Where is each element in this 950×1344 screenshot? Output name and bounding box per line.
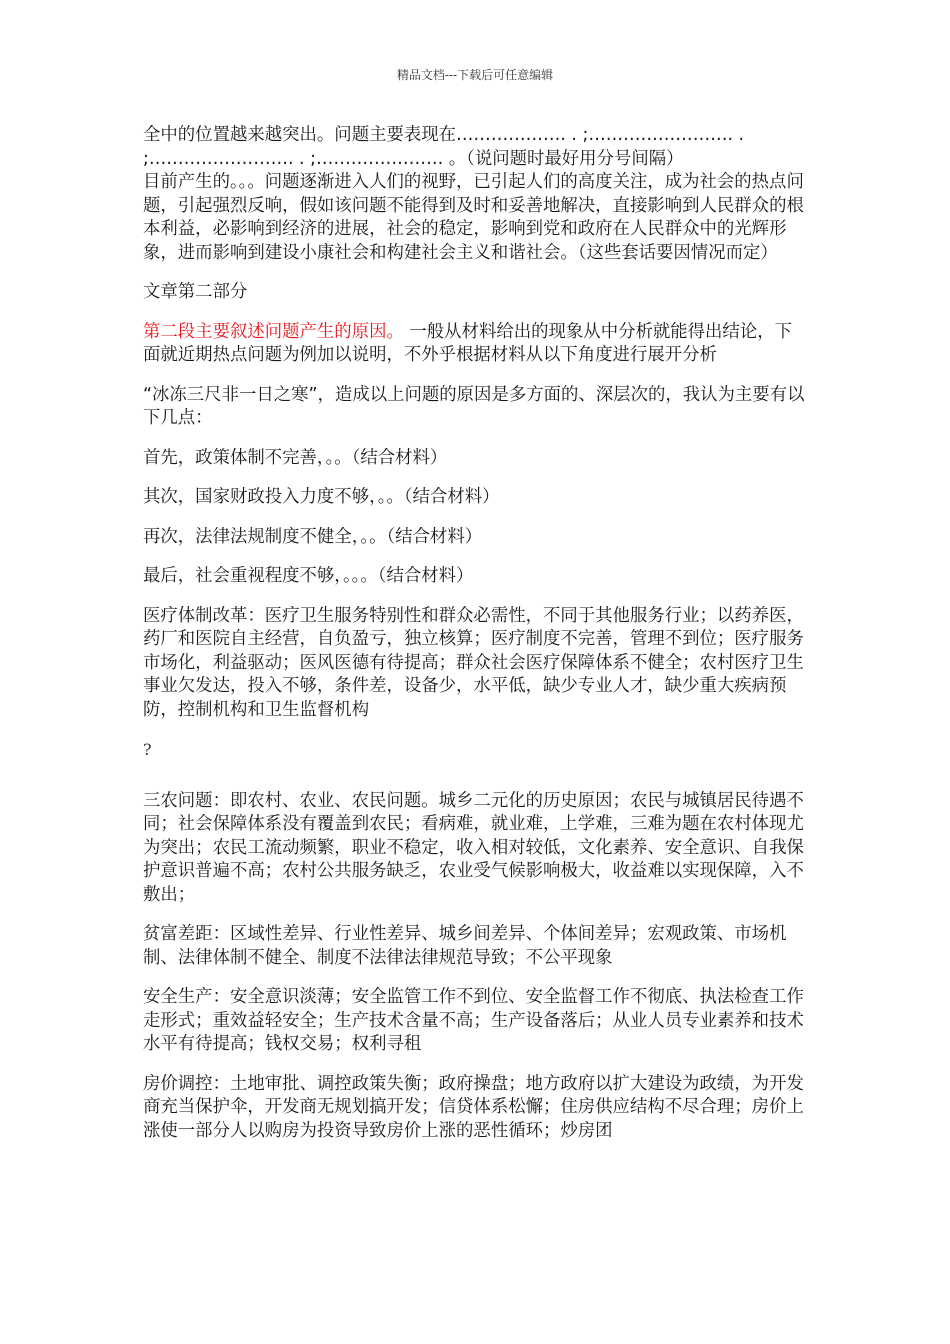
paragraph-impact: 目前产生的。。。问题逐渐进入人们的视野，已引起人们的高度关注，成为社会的热点问题，引起强烈反响，假如该问题不能得到及时和妥善地解决，直接影响到人民群众的根本利益，必影响到经济的进展，社会的稳定，影响到党和政府在人民群众中的光辉形象，进而影响到建设小康社会和构建社会主义和谐社会。（这些套话要因情况而定） (143, 172, 804, 263)
paragraph-safety: 安全生产：安全意识淡薄；安全监管工作不到位、安全监督工作不彻底、执法检查工作走形式；重效益轻安全；生产技术含量不高；生产设备落后；从业人员专业素养和技术水平有待提高；钱权交易；权利寻租 (143, 987, 804, 1054)
paragraph-first: 首先，政策体制不完善，。。（结合材料） (143, 447, 448, 468)
paragraph-three-rural: 三农问题：即农村、农业、农民问题。城乡二元化的历史原因；农民与城镇居民待遇不同；社会保障体系没有覆盖到农民；看病难，就业难，上学难，三难为题在农村体现尤为突出；农民工流动频繁，职业不稳定，收入相对较低，文化素养、安全意识、自我保护意识普遍不高；农村公共服务缺乏，农业受气候影响极大，收益难以实现保障，入不敷出； (143, 790, 804, 905)
page-header: 精品文档---下载后可任意编辑 (396, 68, 554, 82)
paragraph-housing: 房价调控：土地审批、调控政策失衡；政府操盘；地方政府以扩大建设为政绩，为开发商充当保护伞，开发商无规划搞开发；信贷体系松懈；住房供应结构不尽合理；房价上涨使一部分人以购房为投资导致房价上涨的恶性循环；炒房团 (143, 1073, 804, 1141)
paragraph-problems: 全中的位置越来越突出。问题主要表现在………………. . ;……………………. . ;……………………. . ;…………………. 。（说问题时最好用分号间隔） (143, 125, 745, 169)
paragraph-medical-reform: 医疗体制改革：医疗卫生服务特别性和群众必需性，不同于其他服务行业；以药养医，药厂和医院自主经营，自负盈亏，独立核算；医疗制度不完善，管理不到位；医疗服务市场化，利益驱动；医风医德有待提高；群众社会医疗保障体系不健全；农村医疗卫生事业欠发达，投入不够，条件差，设备少，水平低，缺少专业人才，缺少重大疾病预防，控制机构和卫生监督机构 (143, 605, 804, 720)
paragraph-last: 最后，社会重视程度不够，。。。（结合材料） (143, 566, 474, 586)
highlight-text: 第二段主要叙述问题产生的原因。 (143, 321, 404, 342)
paragraph-text: 一般从材料给出的现象从中分析就能得出结论，下面就近期热点问题为例加以说明，不外乎根据材料从以下角度进行展开分析 (143, 321, 792, 365)
paragraph-second: 其次，国家财政投入力度不够，。。（结合材料） (143, 487, 500, 507)
paragraph-third: 再次，法律法规制度不健全，。。（结合材料） (143, 526, 483, 547)
paragraph-quote: “冰冻三尺非一日之寒”，造成以上问题的原因是多方面的、深层次的，我认为主要有以下几点： (143, 384, 805, 428)
question-mark: ? (143, 740, 152, 759)
paragraph-wealth-gap: 贫富差距：区域性差异、行业性差异、城乡间差异、个体间差异；宏观政策、市场机制、法律体制不健全、制度不法律法律规范导致；不公平现象 (143, 924, 787, 968)
paragraph-causes-intro (143, 321, 807, 368)
document-body (143, 124, 807, 1159)
section-heading: 文章第二部分 (143, 282, 248, 302)
